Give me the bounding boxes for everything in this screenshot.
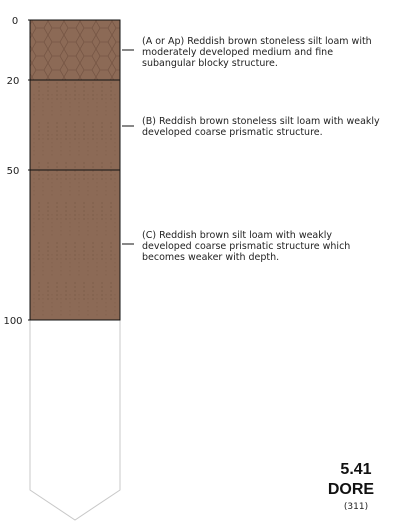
depth-label-0: 0 <box>11 16 19 27</box>
horizon-c-texture <box>30 170 120 320</box>
horizon-b-line-2: developed coarse prismatic structure. <box>142 127 323 138</box>
horizon-c-line-2: developed coarse prismatic structure which <box>142 241 351 252</box>
depth-label-50: 50 <box>6 166 20 177</box>
horizon-c-line-3: becomes weaker with depth. <box>142 252 280 263</box>
depth-label-20: 20 <box>6 76 20 87</box>
horizon-b-description <box>142 116 383 138</box>
horizon-b-texture <box>30 80 120 170</box>
horizon-a-line-1: (A or Ap) Reddish brown stoneless silt loam with <box>142 36 372 47</box>
horizon-c-line-1: (C) Reddish brown silt loam with weakly <box>142 230 333 241</box>
horizon-a-texture <box>30 20 120 80</box>
horizon-b-line-1: (B) Reddish brown stoneless silt loam with weakly <box>142 116 380 127</box>
series-code: (311) <box>343 502 369 512</box>
lower-profile-outline <box>30 320 120 520</box>
horizon-c-description <box>142 230 353 263</box>
series-name: DORE <box>327 481 375 498</box>
horizon-a-line-3: subangular blocky structure. <box>142 58 278 69</box>
series-number: 5.41 <box>340 461 372 478</box>
depth-label-100: 100 <box>3 316 23 327</box>
horizon-a-line-2: moderately developed medium and fine <box>142 47 334 58</box>
horizon-a-description <box>142 36 375 69</box>
